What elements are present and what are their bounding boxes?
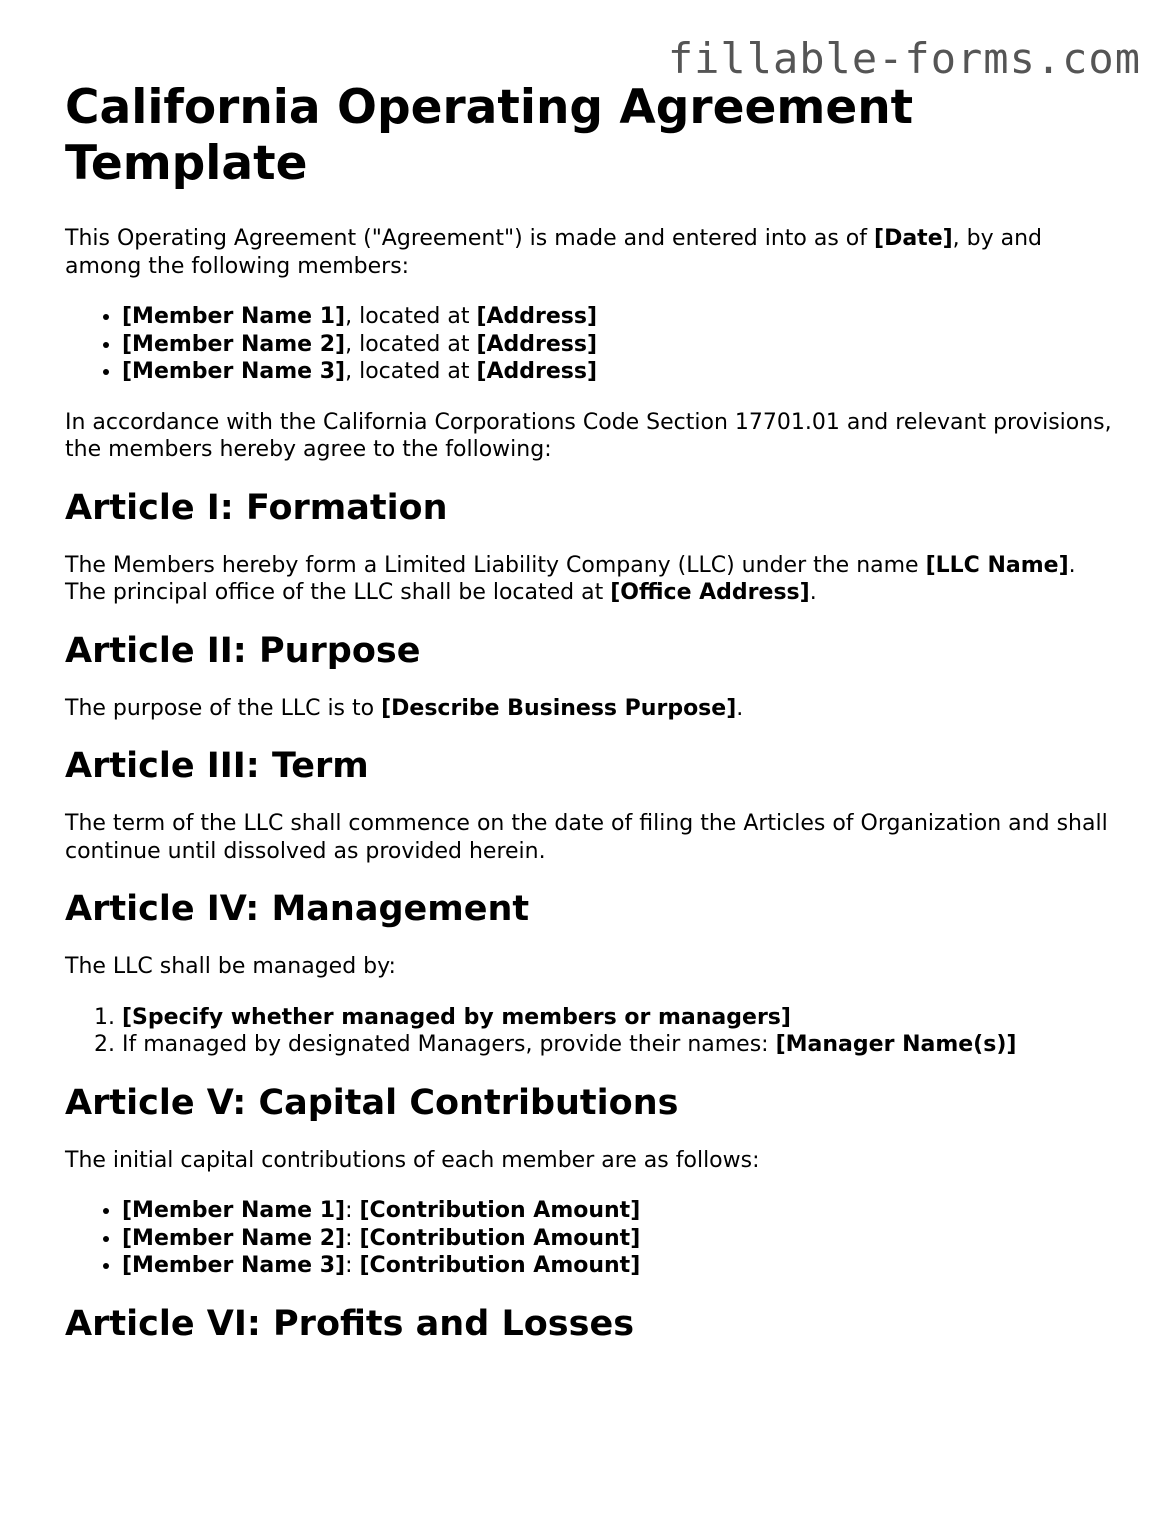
member-address: [Address] bbox=[476, 359, 598, 384]
member-name: [Member Name 1] bbox=[122, 1198, 346, 1223]
member-name: [Member Name 3] bbox=[122, 359, 346, 384]
list-item bbox=[122, 331, 1115, 359]
separator: : bbox=[345, 1253, 360, 1278]
member-name: [Member Name 2] bbox=[122, 331, 346, 357]
contribution-amount: [Contribution Amount] bbox=[359, 1225, 641, 1251]
article-2-paragraph bbox=[65, 695, 1115, 723]
date-placeholder: [Date] bbox=[874, 226, 953, 251]
member-name: [Member Name 1] bbox=[122, 304, 346, 329]
watermark: fillable-forms.com bbox=[667, 34, 1141, 83]
list-item bbox=[122, 1252, 1115, 1280]
article-5-paragraph: The initial capital contributions of each member are as follows: bbox=[65, 1147, 760, 1173]
article-1-text-1: The Members hereby form a Limited Liability Company (LLC) under the name bbox=[65, 552, 926, 578]
list-item bbox=[122, 358, 1115, 386]
list-item bbox=[122, 1225, 1115, 1253]
list-item bbox=[122, 1004, 1115, 1032]
member-address: [Address] bbox=[476, 331, 598, 357]
members-list bbox=[65, 303, 1115, 386]
member-location-text: , located at bbox=[345, 331, 477, 357]
member-name: [Member Name 2] bbox=[122, 1225, 346, 1251]
management-list bbox=[65, 1004, 1115, 1059]
member-location-text: , located at bbox=[345, 359, 477, 384]
document-title: California Operating Agreement Template bbox=[65, 80, 914, 191]
office-address-placeholder: [Office Address] bbox=[610, 580, 810, 605]
management-type-placeholder: [Specify whether managed by members or managers] bbox=[122, 1004, 791, 1030]
contribution-amount: [Contribution Amount] bbox=[359, 1253, 641, 1278]
intro-paragraph bbox=[65, 225, 1115, 280]
list-item bbox=[122, 1031, 1115, 1059]
article-1-paragraph bbox=[65, 552, 1115, 607]
article-1-text-2: . The principal office of the LLC shall be located at bbox=[65, 552, 1076, 605]
llc-name-placeholder: [LLC Name] bbox=[925, 552, 1069, 578]
article-2-text-2: . bbox=[736, 695, 744, 721]
business-purpose-placeholder: [Describe Business Purpose] bbox=[381, 695, 737, 721]
member-name: [Member Name 3] bbox=[122, 1253, 346, 1278]
article-3-paragraph: The term of the LLC shall commence on the date of filing the Articles of Organization and shall continue until dissolved as provided herein. bbox=[65, 811, 1108, 864]
intro-text-2: , by and among the following members: bbox=[65, 226, 1043, 279]
managers-text: If managed by designated Managers, provide their names: bbox=[122, 1032, 776, 1057]
contributions-list bbox=[65, 1197, 1115, 1280]
intro-text-1: This Operating Agreement ("Agreement") is made and entered into as of bbox=[65, 226, 875, 251]
separator: : bbox=[345, 1225, 360, 1251]
member-address: [Address] bbox=[476, 304, 598, 329]
article-2-heading: Article II: Purpose bbox=[65, 630, 421, 671]
list-item bbox=[122, 1197, 1115, 1225]
article-1-heading: Article I: Formation bbox=[65, 487, 448, 528]
member-location-text: , located at bbox=[345, 304, 477, 329]
contribution-amount: [Contribution Amount] bbox=[359, 1198, 641, 1223]
article-5-heading: Article V: Capital Contributions bbox=[65, 1082, 679, 1123]
article-2-text-1: The purpose of the LLC is to bbox=[65, 695, 382, 721]
article-4-paragraph: The LLC shall be managed by: bbox=[65, 954, 396, 979]
separator: : bbox=[345, 1198, 360, 1223]
list-item bbox=[122, 303, 1115, 331]
article-3-heading: Article III: Term bbox=[65, 746, 369, 786]
document-body bbox=[65, 80, 1115, 1368]
article-4-heading: Article IV: Management bbox=[65, 889, 530, 929]
article-6-heading: Article VI: Profits and Losses bbox=[65, 1303, 635, 1344]
article-1-text-3: . bbox=[809, 580, 817, 605]
manager-names-placeholder: [Manager Name(s)] bbox=[775, 1032, 1017, 1057]
accordance-paragraph: In accordance with the California Corporations Code Section 17701.01 and relevant provisions, the members hereby agree to the following: bbox=[65, 409, 1112, 462]
